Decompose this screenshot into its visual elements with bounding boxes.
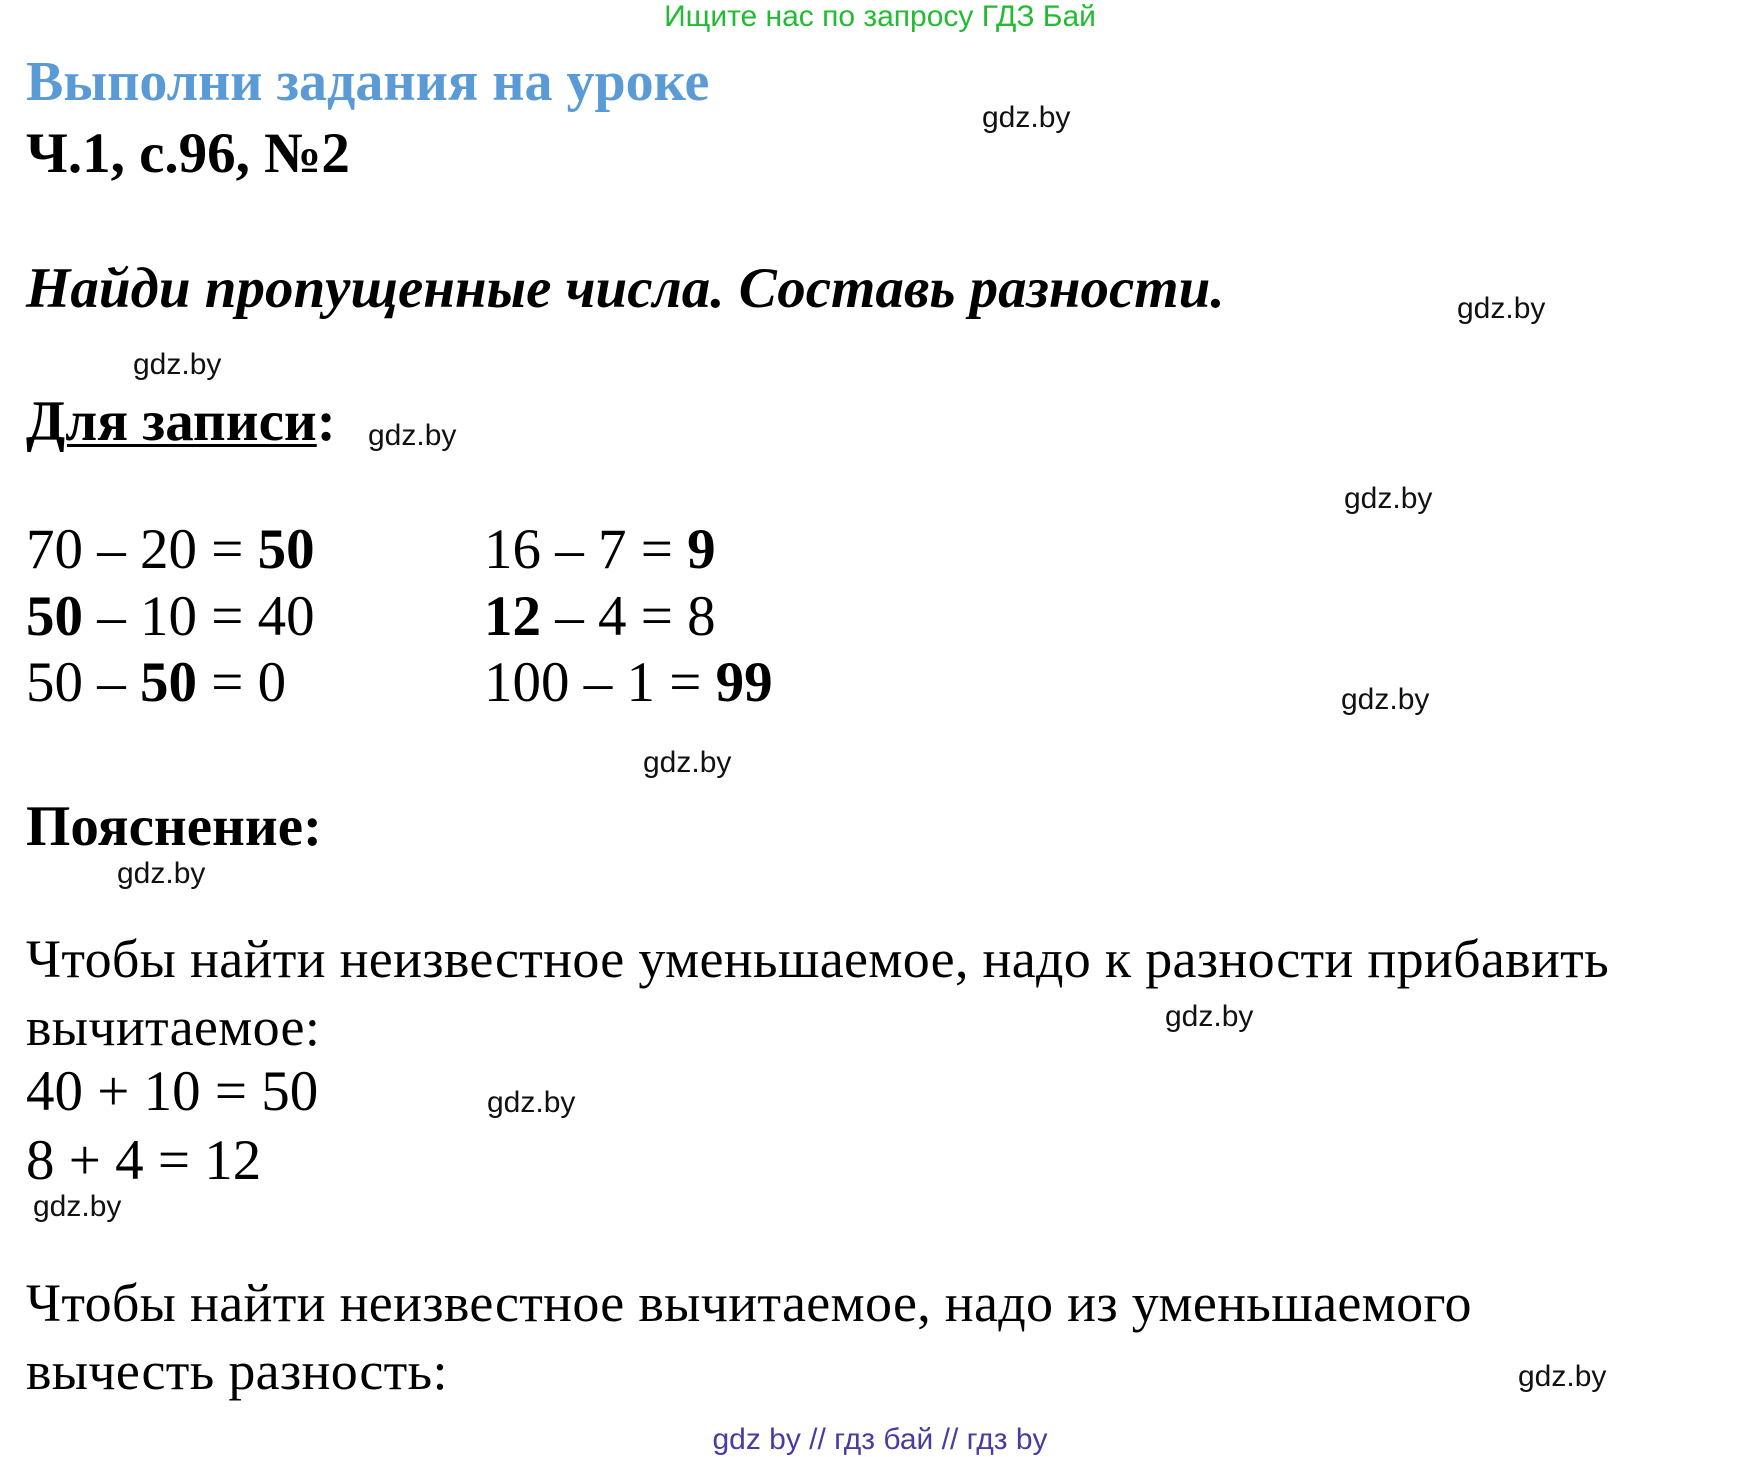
- eq-equals: =: [211, 585, 244, 648]
- search-banner: Ищите нас по запросу ГДЗ Бай: [664, 0, 1096, 33]
- eq-operand: 7: [598, 518, 627, 581]
- eq-operand: 20: [140, 518, 197, 581]
- eq-operand: 10: [140, 585, 197, 648]
- footer-watermark: gdz by // гдз бай // гдз by: [712, 1423, 1048, 1456]
- watermark: gdz.by: [643, 746, 732, 779]
- watermark: gdz.by: [1341, 683, 1430, 716]
- watermark: gdz.by: [133, 348, 222, 381]
- watermark: gdz.by: [117, 857, 206, 890]
- equation-left-1: [26, 516, 315, 584]
- eq-answer: 50: [140, 651, 197, 714]
- watermark: gdz.by: [1457, 292, 1546, 325]
- rule2-line2: вычесть разность:: [26, 1341, 448, 1401]
- eq-operator: –: [97, 585, 126, 648]
- check-equation-2: 8 + 4 = 12: [26, 1129, 262, 1192]
- eq-answer: 9: [687, 518, 716, 581]
- eq-operand: 100: [484, 651, 570, 714]
- explanation-heading: Пояснение:: [26, 795, 322, 858]
- watermark: gdz.by: [982, 101, 1071, 134]
- eq-answer: 50: [257, 518, 315, 581]
- rule1-line1: Чтобы найти неизвестное уменьшаемое, надо к разности прибавить: [26, 929, 1609, 989]
- eq-equals: =: [640, 585, 673, 648]
- eq-operand: 1: [626, 651, 655, 714]
- eq-equals: =: [211, 651, 244, 714]
- equation-left-3: [26, 649, 286, 717]
- eq-answer: 12: [484, 585, 541, 648]
- watermark: gdz.by: [368, 419, 457, 452]
- task-instruction: Найди пропущенные числа. Составь разности.: [26, 257, 1225, 320]
- eq-operand: 16: [484, 518, 541, 581]
- equation-left-2: [26, 583, 315, 651]
- task-reference: Ч.1, с.96, №2: [26, 122, 350, 185]
- equation-right-2: [484, 583, 716, 651]
- eq-operator: –: [97, 651, 126, 714]
- watermark: gdz.by: [1344, 482, 1433, 515]
- record-heading: [26, 385, 336, 459]
- eq-equals: =: [669, 651, 702, 714]
- rule1-line2: вычитаемое:: [26, 997, 321, 1057]
- watermark: gdz.by: [487, 1086, 576, 1119]
- eq-answer: 99: [715, 651, 773, 714]
- eq-result: 8: [687, 585, 716, 648]
- eq-operator: –: [97, 518, 126, 581]
- eq-equals: =: [640, 518, 673, 581]
- watermark: gdz.by: [33, 1190, 122, 1223]
- eq-operand: 70: [26, 518, 83, 581]
- equation-right-3: [484, 649, 773, 717]
- eq-answer: 50: [26, 585, 83, 648]
- eq-operator: –: [555, 585, 584, 648]
- section-title: Выполни задания на уроке: [26, 51, 710, 113]
- record-heading-colon: :: [316, 390, 336, 453]
- watermark: gdz.by: [1165, 1000, 1254, 1033]
- record-heading-label: Для записи: [26, 390, 317, 453]
- watermark: gdz.by: [1518, 1360, 1607, 1393]
- eq-operand: 4: [598, 585, 627, 648]
- eq-equals: =: [211, 518, 244, 581]
- eq-operand: 50: [26, 651, 83, 714]
- rule2-line1: Чтобы найти неизвестное вычитаемое, надо из уменьшаемого: [26, 1273, 1472, 1333]
- eq-operator: –: [555, 518, 584, 581]
- check-equation-1: 40 + 10 = 50: [26, 1060, 319, 1123]
- eq-result: 0: [257, 651, 287, 714]
- equation-right-1: [484, 516, 716, 584]
- eq-result: 40: [257, 585, 315, 648]
- eq-operator: –: [583, 651, 613, 714]
